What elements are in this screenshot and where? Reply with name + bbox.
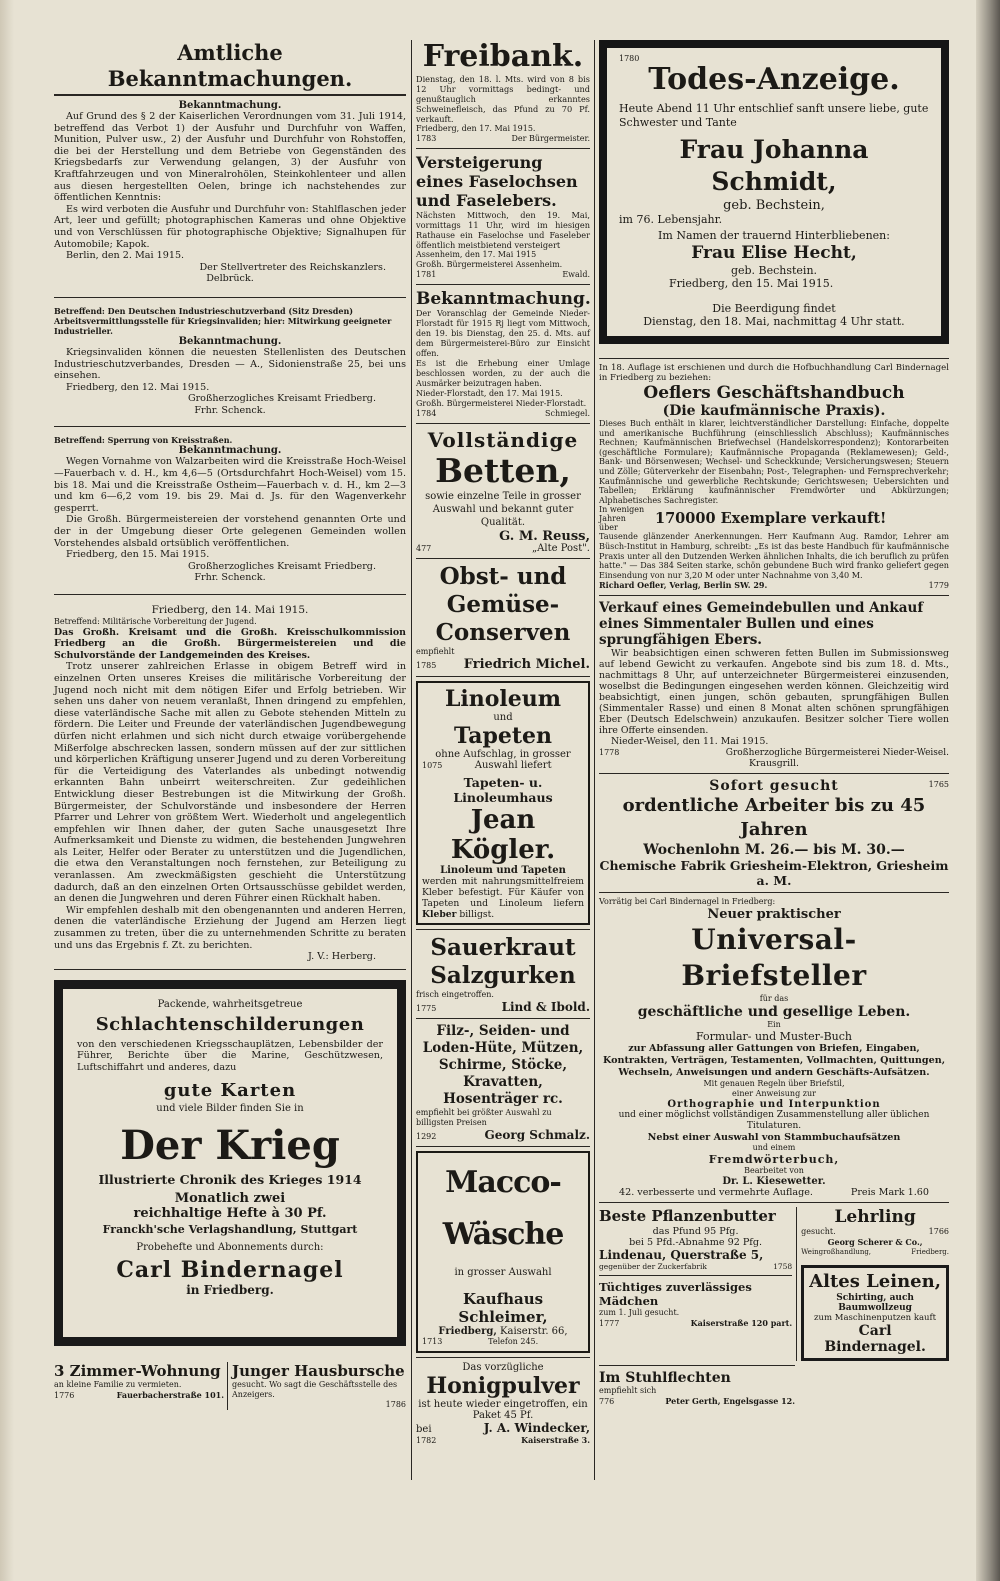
ad-text: Ein — [767, 1019, 781, 1029]
ad-price: das Pfund 95 Pfg. — [652, 1225, 739, 1237]
ad-text: Das vorzügliche — [462, 1362, 544, 1373]
ad-firm: G. M. Reuss, — [499, 529, 590, 544]
ad-altes-leinen — [801, 1265, 949, 1361]
ad-date: Assenheim, den 17. Mai 1915 — [416, 250, 537, 259]
ad-title: Versteigerung eines Faselochsen und Faselebers. — [416, 153, 578, 210]
ad-text: Wir beabsichtigen einen schweren fetten Bullen im Submissionsweg auf lebend Gewicht zu verkaufen. Angebote sind bis zum 18. d. Mts., nachmittags 8 Uhr, auf unterzeichneter Bürgermeisterei einzusenden, woselbst die Bedingungen eingesehen werden können. Gleichzeitig wird beabsichtigt, einen jungen, schön gebauten, sprungfähigen Bullen (Simmentaler Rasse) und einen 8 Monat alten schönen sprungfähigen Eber (Deutsch Edelschwein) anzukaufen. Besitzer solcher Tiere wollen ihre Offerte einsenden. — [599, 648, 949, 737]
ad-number: 1785 — [416, 661, 437, 670]
notice-office: Großherzogliches Kreisamt Friedberg. — [187, 393, 376, 405]
ad-price: Preis Mark 1.60 — [850, 1186, 929, 1198]
ad-text: Packende, wahrheitsgetreue — [157, 998, 303, 1010]
ad-maedchen — [599, 1280, 792, 1329]
ad-title: Todes-Anzeige. — [648, 62, 900, 97]
ad-text: und einer möglichst vollständigen Zusammenstellung aller üblichen Titulaturen. — [618, 1109, 930, 1131]
ad-title: Universal-Briefsteller — [681, 922, 867, 992]
ad-subtitle: Illustrierte Chronik des Krieges 1914 — [98, 1171, 362, 1187]
ad-text: zum 1. Juli gesucht. — [599, 1307, 680, 1317]
ad-number: 1765 — [928, 779, 949, 789]
ad-title: Oeflers Geschäftshandbuch — [643, 383, 905, 403]
ad-text: zur Abfassung aller Gattungen von Briefen, Eingaben, Kontrakten, Verträgen, Testamenten, Vollmachten, Quittungen, Wechseln, Anweisungen und andern Geschäfts-Aufsätzen. — [602, 1042, 946, 1078]
ad-death-notice — [599, 40, 949, 344]
notice-body: Die Großh. Bürgermeistereien der vorstehend genannten Orte und der in der Umgebung dieser Orte gelegenen Gemeinden wollen Vorstehendes alsbald ortsüblich veröffentlichen. — [54, 514, 406, 549]
ad-author: Dr. L. Kiesewetter. — [722, 1175, 826, 1187]
ad-number: 1778 — [599, 747, 620, 757]
ad-text: Monatlich zwei — [174, 1190, 286, 1206]
ad-text: im 76. Lebensjahr. — [619, 213, 723, 226]
ad-number: 1292 — [416, 1132, 437, 1141]
ad-firm: Tapeten- u. Linoleumhaus — [453, 775, 553, 805]
page-edge-right — [976, 0, 1000, 1581]
ad-address: Kaiserstraße 3. — [521, 1435, 590, 1445]
notice-date: Friedberg, den 12. Mai 1915. — [66, 381, 210, 393]
notice-signer: Frhr. Schenck. — [194, 404, 266, 416]
notice-signer: Delbrück. — [206, 273, 254, 285]
ad-name: Frau Elise Hecht, — [691, 243, 857, 263]
ad-text: 42. verbesserte und vermehrte Auflage. — [619, 1186, 813, 1198]
notice-body: Wir empfehlen deshalb mit den obengenannten und anderen Herren, denen die vaterländische Erziehung der Jugend am Herzen liegt zusammen zu treten, über die zu unternehmenden Schritte zu beraten und uns das Ergebnis f. Zt. zu berichten. — [54, 904, 406, 951]
ad-address: Kaiserstraße 120 part. — [690, 1317, 793, 1328]
notice-title: Bekanntmachung. — [178, 100, 282, 111]
notice-body: Auf Grund des § 2 der Kaiserlichen Verordnungen vom 31. Juli 1914, betreffend das Verbot 1) der Ausfuhr und Durchfuhr von Waffen, Munition, Pulver usw., 2) der Ausfuhr und Durchfuhr von Rohstoffen, die bei der Herstellung und dem Betriebe von Gegenständen des Kriegsbedarfs zur Verwendung gelangen, 3) der Ausfuhr von Kraftfahrzeugen und von Mineralrohölen, Steinkohlenteer und allen aus diesen hergestellten Oelen, bringe ich nachstehendes zur öffentlichen Kenntnis: — [54, 111, 406, 204]
ad-number: 776 — [599, 1396, 615, 1406]
ad-firm: J. A. Windecker, — [483, 1421, 590, 1435]
ad-title: Verkauf eines Gemeindebullen und Ankauf eines Simmentaler Bullen und eines sprungfähigen Ebers. — [599, 600, 924, 649]
ad-text: Weingroßhandlung, — [801, 1247, 872, 1256]
ad-number: 1781 — [416, 270, 437, 279]
ad-text: zum Maschinenputzen kauft — [814, 1312, 937, 1323]
ad-title: Salzgurken — [430, 962, 576, 989]
column-ads-right — [599, 40, 949, 1407]
ad-title: Honigpulver — [426, 1373, 580, 1399]
ad-firm: Carl Bindernagel. — [824, 1322, 926, 1355]
ad-title: Im Stuhlflechten — [599, 1369, 731, 1386]
ad-dealer: Carl Bindernagel — [116, 1256, 344, 1283]
ad-title: Sauerkraut — [430, 934, 576, 961]
ad-text — [422, 876, 584, 920]
ad-title: Junger Hausbursche — [232, 1361, 405, 1380]
ad-text: empfiehlt bei größter Auswahl zu billigsten Preisen — [416, 1108, 552, 1127]
newspaper-page — [54, 40, 960, 1520]
ad-signer: Ewald. — [562, 270, 590, 279]
notice-title: Bekanntmachung. — [178, 335, 282, 347]
ad-phone: Telefon 245. — [488, 1337, 539, 1346]
notice-signer: Frhr. Schenck. — [194, 572, 266, 584]
ad-text: frisch eingetroffen. — [416, 990, 494, 999]
ad-number: 1775 — [416, 1004, 437, 1013]
ad-text: und viele Bilder finden Sie in — [156, 1102, 304, 1114]
ad-text: und — [493, 712, 513, 723]
ad-text: sowie einzelne Teile in grosser Auswahl und bekannt guter Qualität. — [425, 491, 581, 528]
right-stack — [797, 1207, 949, 1361]
ad-title: Betten, — [435, 451, 571, 490]
ad-headline: Schlachtenschilderungen — [95, 1013, 365, 1035]
ad-text: Bearbeitet von — [744, 1165, 804, 1175]
ad-title: ordentliche Arbeiter bis zu 45 Jahren — [622, 794, 926, 840]
notice-addressees: Das Großh. Kreisamt und die Großh. Kreisschulkommission Friedberg an die Großh. Bürgermeistereien und die Schulvorstände der Landgemeinden des Kreises. — [54, 626, 406, 661]
ad-text: gesucht. — [801, 1226, 836, 1236]
notice-signer: J. V.: Herberg. — [307, 951, 376, 963]
ad-text: und einem — [752, 1142, 796, 1152]
ad-price: bei 5 Pfd.-Abnahme 92 Pfg. — [629, 1236, 763, 1248]
ad-text: in grosser Auswahl — [454, 1267, 552, 1278]
ad-firm: Chemische Fabrik Griesheim-Elektron, Griesheim a. M. — [599, 857, 949, 888]
ad-text: Probehefte und Abonnements durch: — [136, 1241, 324, 1253]
notice-date: Friedberg, den 14. Mai 1915. — [151, 604, 309, 616]
ad-text: Der Voranschlag der Gemeinde Nieder-Florstadt für 1915 Rj liegt vom Mittwoch, den 19. bis Dienstag, den 25. d. Mts. auf dem Bürgermeisterei-Büro zur Einsicht offen. — [416, 309, 590, 358]
ad-firm: Georg Schmalz. — [484, 1128, 590, 1142]
ad-place: in Friedberg. — [186, 1282, 274, 1297]
ad-date: Nieder-Weisel, den 11. Mai 1915. — [611, 736, 769, 748]
ad-sold — [599, 505, 949, 532]
ad-address: „Alte Post". — [532, 543, 590, 554]
ad-text: Sofort gesucht — [709, 777, 839, 794]
notice-subject: Betreffend: Militärische Vorbereitung der Jugend. — [54, 616, 257, 626]
ad-text: billigst. — [459, 909, 495, 920]
ad-text: Schirting, auch Baumwollzeug — [836, 1292, 914, 1313]
ad-number: 1782 — [416, 1436, 437, 1445]
ad-number: 1779 — [928, 581, 949, 591]
ad-date: Friedberg, den 17. Mai 1915. — [416, 124, 536, 133]
ad-text: Auswahl liefert — [474, 760, 552, 771]
ad-text: Im Namen der trauernd Hinterbliebenen: — [658, 229, 890, 242]
ad-number: 1075 — [422, 761, 443, 770]
ad-text: In 18. Auflage ist erschienen und durch die Hofbuchhandlung Carl Bindernagel in Friedberg zu beziehen: — [599, 363, 949, 383]
ad-office: Großherzogliche Bürgermeisterei Nieder-Weisel. — [725, 747, 949, 758]
ad-text: Nächsten Mittwoch, den 19. Mai, vormittags 11 Uhr, wird im hiesigen Rathause ein Faselochse und Faseleber öffentlich meistbietend versteigert — [416, 210, 590, 250]
notice-office: Großherzogliches Kreisamt Friedberg. — [187, 560, 376, 572]
ad-linoleum — [416, 681, 590, 925]
notice-title: Bekanntmachung. — [178, 445, 282, 457]
ad-firm: Lindenau, Querstraße 5, — [599, 1247, 764, 1262]
ad-title: Tüchtiges zuverlässiges Mädchen — [599, 1279, 752, 1308]
ad-text: Mit genauen Regeln über Briefstil, — [703, 1078, 845, 1088]
ad-text: Die Beerdigung findet — [712, 302, 836, 315]
ad-lehrling — [801, 1207, 949, 1257]
ad-office: Großh. Bürgermeisterei Nieder-Florstadt. — [416, 399, 587, 408]
bottom-ads — [54, 1362, 406, 1410]
page-edge-left — [0, 0, 14, 1581]
ad-text: Fremdwörterbuch, — [708, 1152, 840, 1166]
notice-date: Berlin, den 2. Mai 1915. — [66, 250, 185, 262]
ad-text: Orthographie und Interpunktion — [667, 1098, 881, 1110]
ad-text: Vollständige — [427, 428, 579, 452]
ad-text: ohne Aufschlag, in grosser — [435, 749, 571, 760]
ad-text: einer Anweisung zur — [732, 1088, 816, 1098]
ad-number: 1766 — [928, 1226, 949, 1236]
ad-text: Linoleum und Tapeten — [440, 865, 566, 876]
ad-text: Vorrätig bei Carl Bindernagel in Friedberg: — [599, 896, 776, 906]
bottom-right-ads — [599, 1207, 949, 1361]
ad-place: Friedberg, — [438, 1326, 497, 1337]
notice-body: Trotz unserer zahlreichen Erlasse in obigem Betreff wird in einzelnen Orten unseres Kreises die militärische Vorbereitung der Jugend noch nicht mit dem nötigen Eifer und Erfolg betrieben. Wir sehen uns daher von neuem veranlaßt, Ihnen dringend zu empfehlen, diese vaterländische Sache mit allen zu Gebote stehenden Mitteln zu fördern. Die Leiter und Freunde der vaterländischen Jugendbewegung dürfen nicht erlahmen und sich nicht durch etwaige vorübergehende Mißerfolge abschrecken lassen, sondern müssen auf der zur sittlichen und körperlichen Kräftigung unserer Jugend und zu deren Vorbereitung für die Verteidigung des Vaterlandes als unbedingt notwendig erkannten Bahn unbeirrt weiterschreiten. Zur gedeihlichen Entwicklung dieser Bestrebungen ist die Mitwirkung der Großh. Bürgermeister, der Schulvorstände und insbesondere der Herren Pfarrer und Lehrer von größtem Wert. Wiederholt und angelegentlich empfehlen wir Ihnen daher, der guten Sache unausgesetzt Ihre Aufmerksamkeit und Dienste zu widmen, die bestehenden Jungwehren als Leiter, Helfer oder Berater zu unterstützen und die Jugendlichen, die etwa den Veranstaltungen noch fernstehen, zur Beteiligung zu veranlassen. Am zweckmäßigsten geschieht die Unterstützung dadurch, daß an den einzelnen Orten Ortsausschüsse gebildet werden, an denen die Jungwehren und deren Führer einen Rückhalt haben. — [54, 661, 406, 905]
ad-headline: gute Karten — [163, 1079, 297, 1101]
ad-text: von den verschiedenen Kriegsschauplätzen, Lebensbilder der Führer, Berichte über die Marine, Geschützwesen, Luftschiffahrt und anderes, dazu — [77, 1038, 383, 1073]
ad-number: 1777 — [599, 1318, 620, 1328]
ad-text: für das — [759, 993, 789, 1003]
ad-text: empfiehlt sich — [599, 1385, 657, 1395]
left-stack — [599, 1207, 797, 1361]
ad-text: ist heute wieder eingetroffen, ein Paket 45 Pf. — [418, 1399, 588, 1421]
ad-text: Heute Abend 11 Uhr entschlief sanft unsere liebe, gute Schwester und Tante — [619, 102, 929, 129]
ad-signer: Krausgrill. — [749, 757, 799, 769]
ad-arbeiter — [599, 778, 949, 888]
ad-text: empfiehlt — [416, 647, 455, 656]
ad-number: 1786 — [385, 1399, 406, 1409]
column-official-notices — [54, 40, 406, 1410]
ad-text: Nebst einer Auswahl von Stammbuchaufsätzen — [647, 1131, 901, 1143]
ad-signer: Schmiegel. — [545, 409, 590, 418]
ad-title: Lehrling — [834, 1206, 916, 1227]
notice-subject: Betreffend: Sperrung von Kreisstraßen. — [54, 435, 233, 446]
ad-subtitle: geschäftliche und gesellige Leben. — [637, 1003, 911, 1020]
ad-number: 1713 — [422, 1337, 443, 1346]
ad-headline: 170000 Exemplare verkauft! — [655, 510, 887, 528]
ad-title: Tapeten — [453, 723, 553, 749]
ad-title: Linoleum — [444, 686, 562, 712]
ad-title: Beste Pflanzenbutter — [599, 1206, 776, 1225]
ad-text: an kleine Familie zu vermieten. — [54, 1379, 182, 1389]
ad-signer: Der Bürgermeister. — [511, 134, 590, 143]
notice-subject: Betreffend: Den Deutschen Industrieschutzverband (Sitz Dresden) Arbeitsvermittlungsstelle für Kriegsinvaliden; hier: Mitwirkung geeigneter Industrieller. — [54, 305, 392, 336]
ad-date: Nieder-Florstadt, den 17. Mai 1915. — [416, 389, 563, 398]
ad-stuhlflechten — [599, 1365, 795, 1407]
ad-title: Obst- und Gemüse-Conserven — [435, 563, 571, 646]
ad-hausbursche — [228, 1362, 406, 1410]
ad-title: Der Krieg — [120, 1121, 340, 1169]
ad-name: Frau Johanna Schmidt, — [679, 135, 869, 196]
ad-firm: Friedrich Michel. — [463, 657, 590, 672]
ad-pflanzenbutter — [599, 1207, 792, 1271]
ad-text: Es ist die Erhebung einer Umlage beschlossen worden, zu der auch die Ausmärker beizutragen haben. — [416, 359, 590, 388]
ad-place: Friedberg. — [911, 1247, 949, 1256]
ad-publisher: Franckh'sche Verlagshandlung, Stuttgart — [102, 1222, 358, 1236]
ad-address: Kaiserstr. 66, — [500, 1326, 568, 1337]
ad-macco — [416, 1151, 590, 1353]
ad-firm: Georg Scherer & Co., — [827, 1236, 923, 1247]
ad-text: Formular- und Muster-Buch — [696, 1029, 852, 1043]
section-header: Amtliche Bekanntmachungen. — [107, 40, 353, 91]
ad-title: Macco-Wäsche — [442, 1165, 564, 1252]
ad-text: bei — [416, 1424, 432, 1435]
column-rule — [594, 40, 595, 1480]
ad-address: gegenüber der Zuckerfabrik — [599, 1261, 707, 1271]
column-ads-middle — [416, 40, 590, 1446]
ad-number: 477 — [416, 544, 432, 553]
ad-number: 1780 — [619, 54, 640, 63]
ad-firm-name: Jean Kögler. — [450, 805, 556, 865]
ad-number: 1776 — [54, 1390, 75, 1400]
ad-der-krieg — [54, 980, 406, 1346]
notice-signer-role: Der Stellvertreter des Reichskanzlers. — [199, 261, 386, 273]
ad-date: Friedberg, den 15. Mai 1915. — [669, 277, 834, 290]
ad-wage: Wochenlohn M. 26.— bis M. 30.— — [643, 841, 905, 858]
ad-text: werden mit nahrungsmittelfreiem Kleber befestigt. Für Käufer von Tapeten und Linoleum liefern — [422, 876, 584, 909]
ad-text: geb. Bechstein. — [730, 264, 818, 277]
notice-body: Kriegsinvaliden können die neuesten Stellenlisten des Deutschen Industrieschutzverbandes, Dresden — A., Sidonienstraße 25, bei uns einsehen. — [54, 346, 406, 382]
ad-address: Fauerbacherstraße 101. — [116, 1389, 225, 1400]
ad-office: Großh. Bürgermeisterei Assenheim. — [416, 260, 563, 269]
ad-title: Filz-, Seiden- und Loden-Hüte, Mützen, Schirme, Stöcke, Kravatten, Hosenträger rc. — [422, 1023, 584, 1107]
ad-text: gesucht. Wo sagt die Geschäftsstelle des Anzeigers. — [232, 1379, 398, 1399]
ad-wohnung — [54, 1362, 228, 1410]
ad-firm: Peter Gerth, Engelsgasse 12. — [665, 1395, 795, 1406]
ad-text: Neuer praktischer — [707, 906, 841, 922]
ad-price: reichhaltige Hefte à 30 Pf. — [133, 1205, 327, 1221]
ad-text: In wenigen Jahren über — [599, 505, 645, 533]
notice-date: Friedberg, den 15. Mai 1915. — [66, 549, 210, 561]
ad-text: Kleber — [422, 909, 457, 920]
ad-text: Dieses Buch enthält in klarer, leichtverständlicher Darstellung: Einfache, doppelte und amerikanische Buchführung (einschliesslich Abschluss); Kaufmännisches Rechnen; Kaufmännischen Briefwechsel (Handelskorrespondenz); Kontorarbeiten (geschäftliche Formulare); Kaufmännische Propaganda (Reklamewesen); Geld-, Bank- und Börsenwesen; Wechsel- und Scheckkunde; Versicherungswesen; Steuern und Zölle; Güterverkehr der Eisenbahn; Post-, Telegraphen- und Fernsprechverkehr; Kaufmännische und gewerbliche Rechtskunde; Gerichtswesen; Uebersichten und Tabellen; Erklärung kaufmännischer Fremdwörter und Abkürzungen; Alphabetisches Sachregister. — [599, 418, 949, 505]
notice-body: Es wird verboten die Ausfuhr und Durchfuhr von: Stahlflaschen jeder Art, leer und gefüllt; photographischen Kameras und ohne Objektive und von Verschlüssen für photographische Objektive; Signalhupen für Automobile; Kapok. — [54, 203, 406, 250]
column-rule — [411, 40, 412, 1480]
ad-title: Bekanntmachung. — [416, 289, 591, 309]
ad-title: Freibank. — [422, 39, 584, 74]
ad-title: 3 Zimmer-Wohnung — [54, 1361, 221, 1380]
ad-text: Dienstag, den 18. l. Mts. wird von 8 bis 12 Uhr vormittags bedingt- und genußtauglich erkanntes Schweinefleisch, das Pfund zu 70 Pf. verkauft. — [416, 74, 590, 124]
ad-title: Altes Leinen, — [809, 1270, 941, 1292]
ad-publisher: Richard Oefler, Verlag, Berlin SW. 29. — [599, 580, 768, 591]
ad-text: geb. Bechstein, — [723, 198, 825, 213]
notice-body: Wegen Vornahme von Walzarbeiten wird die Kreisstraße Hoch-Weisel—Fauerbach v. d. H., km 4,6—5 (Ortsdurchfahrt Hoch-Weisel) vom 15. bis 18. Mai und die Kreisstraße Ostheim—Fauerbach v. d. H., km 2—3 und km 6—6,2 vom 19. bis 29. Mai d. Js. für den Wagenverkehr gesperrt. — [54, 456, 406, 514]
ad-number: 1784 — [416, 409, 437, 418]
ad-text: Tausende glänzender Anerkennungen. Herr Kaufmann Aug. Ramdor, Lehrer am Büsch-Institut in Hamburg, schreibt: „Es ist das beste Handbuch für kaufmännische Praxis unter all den Dutzenden Werken ähnlichen Inhalts, die ich beruflich zu prüfen hatte." — Das 384 Seiten starke, schön gebundene Buch wird franko geliefert gegen Einsendung von nur 3,20 M oder unter Nachnahme von 3,40 M. — [599, 531, 949, 580]
ad-text: Dienstag, den 18. Mai, nachmittag 4 Uhr statt. — [643, 315, 905, 328]
ad-firm: Lind & Ibold. — [501, 1000, 590, 1014]
ad-subtitle: (Die kaufmännische Praxis). — [662, 403, 886, 419]
ad-number: 1758 — [773, 1261, 793, 1271]
ad-number: 1783 — [416, 134, 437, 143]
ad-firm: Kaufhaus Schleimer, — [458, 1290, 548, 1326]
